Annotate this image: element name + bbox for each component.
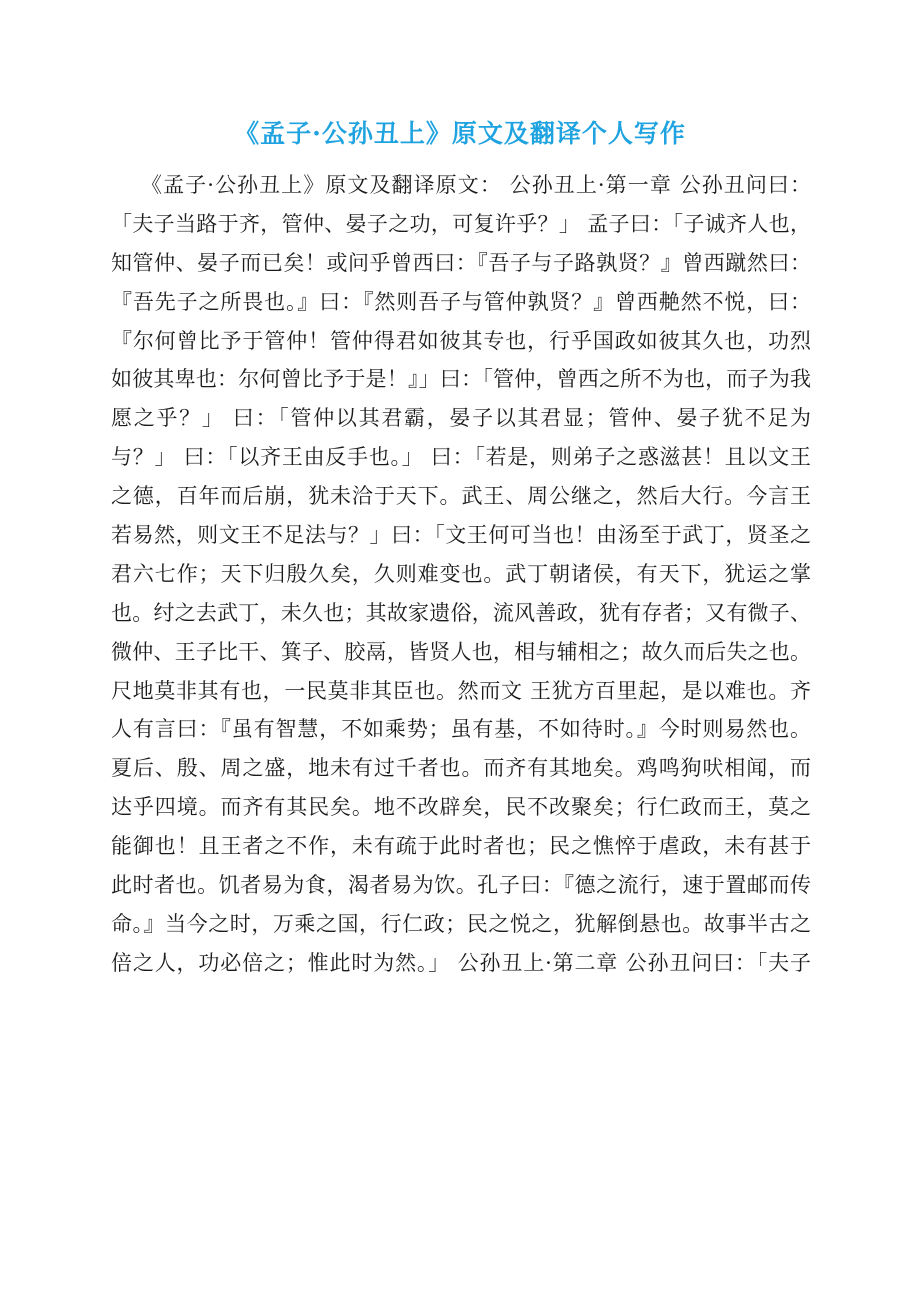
text-line: 人有言曰：『虽有智慧，不如乘势；虽有基，不如待时。』今时则易然也。 [111, 717, 811, 742]
text-line: 君六七作；天下归殷久矣，久则难变也。武丁朝诸侯，有天下，犹运之掌 [111, 561, 811, 586]
document-body [111, 166, 811, 983]
document-title: 《孟子·公孙丑上》原文及翻译个人写作 [234, 119, 686, 148]
text-line: 『尔何曾比予于管仲！管仲得君如彼其专也，行乎国政如彼其久也，功烈 [111, 328, 811, 353]
text-line: 《孟子·公孙丑上》原文及翻译原文： 公孙丑上·第一章 公孙丑问曰： [141, 173, 811, 197]
text-line: 『吾先子之所畏也。』曰：『然则吾子与管仲孰贤？』曾西艴然不悦，曰： [111, 289, 811, 314]
text-line: 若易然，则文王不足法与？」曰：「文王何可当也！由汤至于武丁，贤圣之 [111, 523, 811, 548]
text-line: 如彼其卑也：尔何曾比予于是！』」曰：「管仲，曾西之所不为也，而子为我 [111, 367, 811, 392]
text-line: 之德，百年而后崩，犹未洽于天下。武王、周公继之，然后大行。今言王 [111, 484, 811, 509]
text-line: 此时者也。饥者易为食，渴者易为饮。孔子曰：『德之流行，速于置邮而传 [111, 873, 811, 898]
text-line: 愿之乎？」 曰：「管仲以其君霸，晏子以其君显；管仲、晏子犹不足为 [111, 406, 811, 431]
text-line: 微仲、王子比干、箕子、胶鬲，皆贤人也，相与辅相之；故久而后失之也。 [111, 639, 811, 664]
text-line: 倍之人，功必倍之；惟此时为然。」 公孙丑上·第二章 公孙丑问曰：「夫子 [111, 950, 811, 975]
text-line: 能御也！且王者之不作，未有疏于此时者也；民之憔悴于虐政，未有甚于 [111, 834, 811, 859]
text-line: 「夫子当路于齐，管仲、晏子之功，可复许乎？」 孟子曰：「子诚齐人也， [111, 211, 811, 236]
text-line: 夏后、殷、周之盛，地未有过千者也。而齐有其地矣。鸡鸣狗吠相闻，而 [111, 756, 811, 781]
text-line: 尺地莫非其有也，一民莫非其臣也。然而文 王犹方百里起，是以难也。齐 [111, 678, 811, 703]
text-line: 与？」 曰：「以齐王由反手也。」 曰：「若是，则弟子之惑滋甚！且以文王 [111, 445, 811, 470]
text-line: 命。』当今之时，万乘之国，行仁政；民之悦之，犹解倒悬也。故事半古之 [111, 911, 811, 936]
text-line: 也。纣之去武丁，未久也；其故家遗俗，流风善政，犹有存者；又有微子、 [111, 600, 811, 625]
text-line: 知管仲、晏子而已矣！或问乎曾西曰：『吾子与子路孰贤？』曾西蹴然曰： [111, 250, 811, 275]
text-line: 达乎四境。而齐有其民矣。地不改辟矣，民不改聚矣；行仁政而王，莫之 [111, 795, 811, 820]
